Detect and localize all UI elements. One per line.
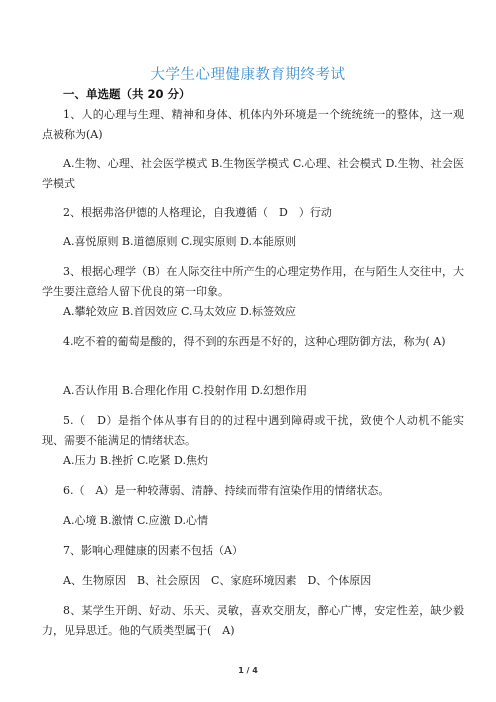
question-3-options: A.攀轮效应 B.首因效应 C.马太效应 D.标签效应 — [63, 305, 296, 318]
question-4-options: A.否认作用 B.合理化作用 C.投射作用 D.幻想作用 — [63, 384, 307, 397]
question-2: 2、根据弗洛伊德的人格理论，自我遵循（ D ）行动 — [63, 206, 332, 219]
document-title: 大学生心理健康教育期终考试 — [150, 67, 346, 83]
question-7: 7、影响心理健康的因素不包括（A） — [63, 544, 243, 557]
question-6: 6.（ A）是一种较薄弱、清静、持续而带有渲染作用的情绪状态。 — [63, 484, 390, 497]
question-2-options: A.喜悦原则 B.道德原则 C.现实原则 D.本能原则 — [63, 235, 296, 248]
question-5: 5.（ D）是指个体从事有目的的过程中遇到障碍或干扰，致使个人动机不能实现、需要不能满足的情绪状态。 — [42, 414, 464, 447]
question-4: 4.吃不着的葡萄是酸的，得不到的东西是不好的，这种心理防御方法，称为( A) — [63, 335, 446, 348]
question-8: 8、某学生开朗、好动、乐天、灵敏，喜欢交朋友，醉心广博，安定性差，缺少毅力，见异思迁。他的气质类型属于( A) — [42, 604, 464, 637]
question-5-options: A.压力 B.挫折 C.吃紧 D.焦灼 — [63, 454, 208, 467]
question-3: 3、根据心理学（B）在人际交往中所产生的心理定势作用，在与陌生人交往中，大学生要注意给人留下优良的第一印象。 — [42, 265, 464, 298]
question-1: 1、人的心理与生理、精神和身体、机体内外环境是一个统统统一的整体，这一观点被称为(A) — [42, 108, 464, 141]
question-1-options: A.生物、心理、社会医学模式 B.生物医学模式 C.心理、社会模式 D.生物、社会医学模式 — [42, 157, 464, 190]
section-heading: 一、单选题（共 20 分） — [63, 87, 191, 101]
question-7-options: A、生物原因 B、社会原因 C、家庭环境因素 D、个体原因 — [63, 574, 372, 587]
page-number: 1 / 4 — [238, 666, 258, 675]
question-6-options: A.心境 B.激情 C.应激 D.心情 — [63, 514, 208, 527]
